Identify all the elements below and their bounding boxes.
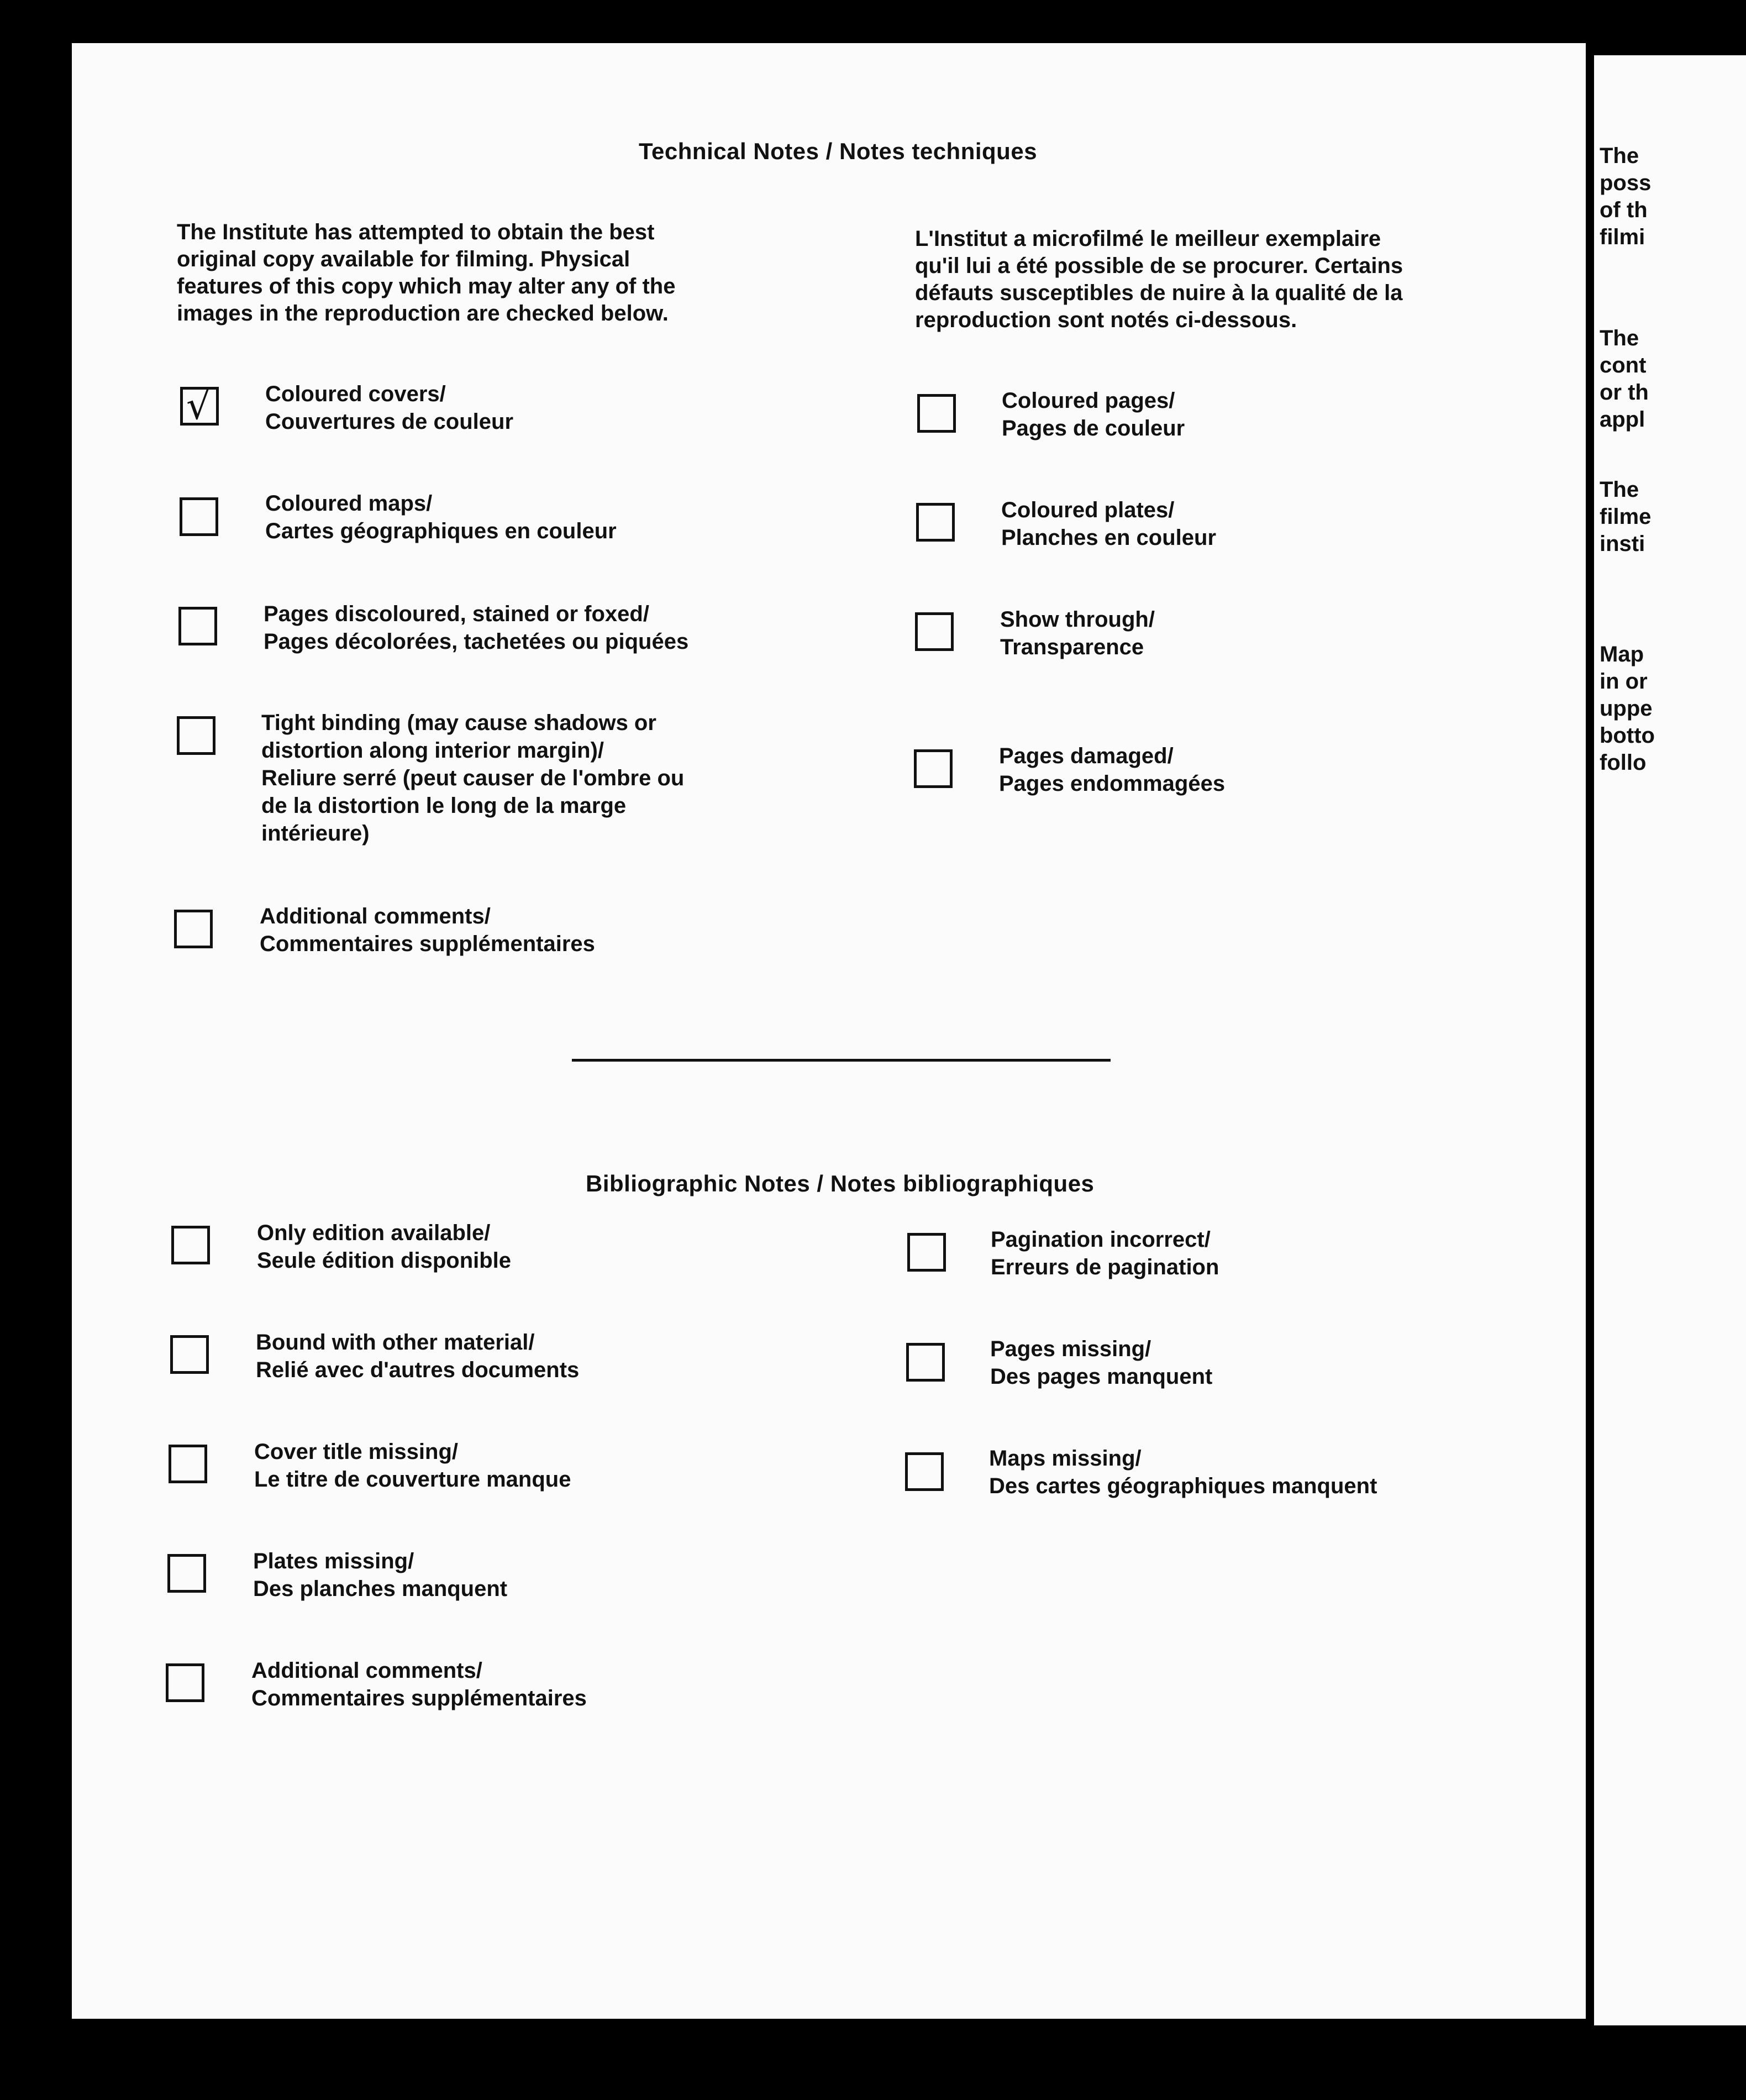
- checkbox-bound-with[interactable]: [170, 1335, 209, 1374]
- fragment-text-4: Map in or uppe botto follo: [1600, 642, 1655, 775]
- fragment-text-3: The filme insti: [1600, 477, 1652, 556]
- label-pages-missing: Pages missing/ Des pages manquent: [990, 1337, 1213, 1389]
- fragment-text-2: The cont or th appl: [1600, 326, 1649, 432]
- technical-notes-heading: Technical Notes / Notes techniques: [639, 138, 1038, 164]
- label-bound-with: Bound with other material/ Relié avec d'autres documents: [256, 1330, 580, 1382]
- label-coloured-plates: Coloured plates/ Planches en couleur: [1001, 498, 1217, 550]
- checkbox-coloured-plates[interactable]: [916, 503, 955, 542]
- label-plates-missing: Plates missing/ Des planches manquent: [253, 1549, 508, 1601]
- checkbox-cover-title-missing[interactable]: [169, 1445, 207, 1483]
- fragment-text-1: The poss of th filmi: [1600, 144, 1652, 249]
- checkbox-pages-damaged[interactable]: [914, 749, 953, 788]
- label-additional-comments-technical: Additional comments/ Commentaires supplémentaires: [260, 904, 595, 956]
- label-pages-damaged: Pages damaged/ Pages endommagées: [999, 744, 1226, 796]
- section-divider: [572, 1059, 1111, 1062]
- label-pagination-incorrect: Pagination incorrect/ Erreurs de pagination: [991, 1227, 1219, 1279]
- label-coloured-covers: Coloured covers/ Couvertures de couleur: [265, 382, 514, 434]
- checkbox-plates-missing[interactable]: [167, 1554, 206, 1593]
- label-pages-discoloured: Pages discoloured, stained or foxed/ Pages décolorées, tachetées ou piquées: [264, 602, 689, 654]
- check-mark-icon: √: [186, 383, 211, 428]
- label-only-edition: Only edition available/ Seule édition disponible: [257, 1221, 512, 1273]
- adjacent-page-fragment: [1594, 55, 1746, 2025]
- checkbox-pagination-incorrect[interactable]: [907, 1233, 946, 1272]
- bibliographic-notes-heading: Bibliographic Notes / Notes bibliographiques: [586, 1170, 1095, 1196]
- label-show-through: Show through/ Transparence: [1000, 607, 1155, 659]
- scanned-page: [72, 43, 1586, 2019]
- checkbox-only-edition[interactable]: [171, 1226, 210, 1264]
- label-additional-comments-bibliographic: Additional comments/ Commentaires supplémentaires: [251, 1658, 587, 1710]
- checkbox-tight-binding[interactable]: [177, 716, 215, 755]
- intro-english: The Institute has attempted to obtain the best original copy available for filming. Physical features of this copy which may alter any of the images in the reproduction are checked below.: [177, 220, 676, 326]
- checkbox-pages-missing[interactable]: [906, 1343, 945, 1382]
- checkbox-additional-comments-bibliographic[interactable]: [166, 1663, 204, 1702]
- checkbox-maps-missing[interactable]: [905, 1452, 944, 1491]
- label-cover-title-missing: Cover title missing/ Le titre de couverture manque: [254, 1440, 571, 1492]
- label-coloured-pages: Coloured pages/ Pages de couleur: [1002, 389, 1185, 440]
- label-tight-binding: Tight binding (may cause shadows or distortion along interior margin)/ Reliure serré (peut causer de l'ombre ou de la distortion le long de la marge intérieure): [261, 711, 685, 846]
- checkbox-coloured-covers[interactable]: [180, 383, 219, 428]
- label-maps-missing: Maps missing/ Des cartes géographiques manquent: [989, 1446, 1377, 1498]
- checkbox-show-through[interactable]: [915, 612, 954, 651]
- checkbox-additional-comments-technical[interactable]: [174, 910, 213, 948]
- checkbox-coloured-maps[interactable]: [180, 497, 218, 536]
- checkbox-coloured-pages[interactable]: [917, 394, 956, 433]
- label-coloured-maps: Coloured maps/ Cartes géographiques en couleur: [265, 491, 617, 543]
- checkbox-pages-discoloured[interactable]: [178, 607, 217, 645]
- intro-french: L'Institut a microfilmé le meilleur exemplaire qu'il lui a été possible de se procurer. Certains défauts susceptibles de nuire à la qualité de la reproduction sont notés ci-dessous.: [915, 227, 1403, 332]
